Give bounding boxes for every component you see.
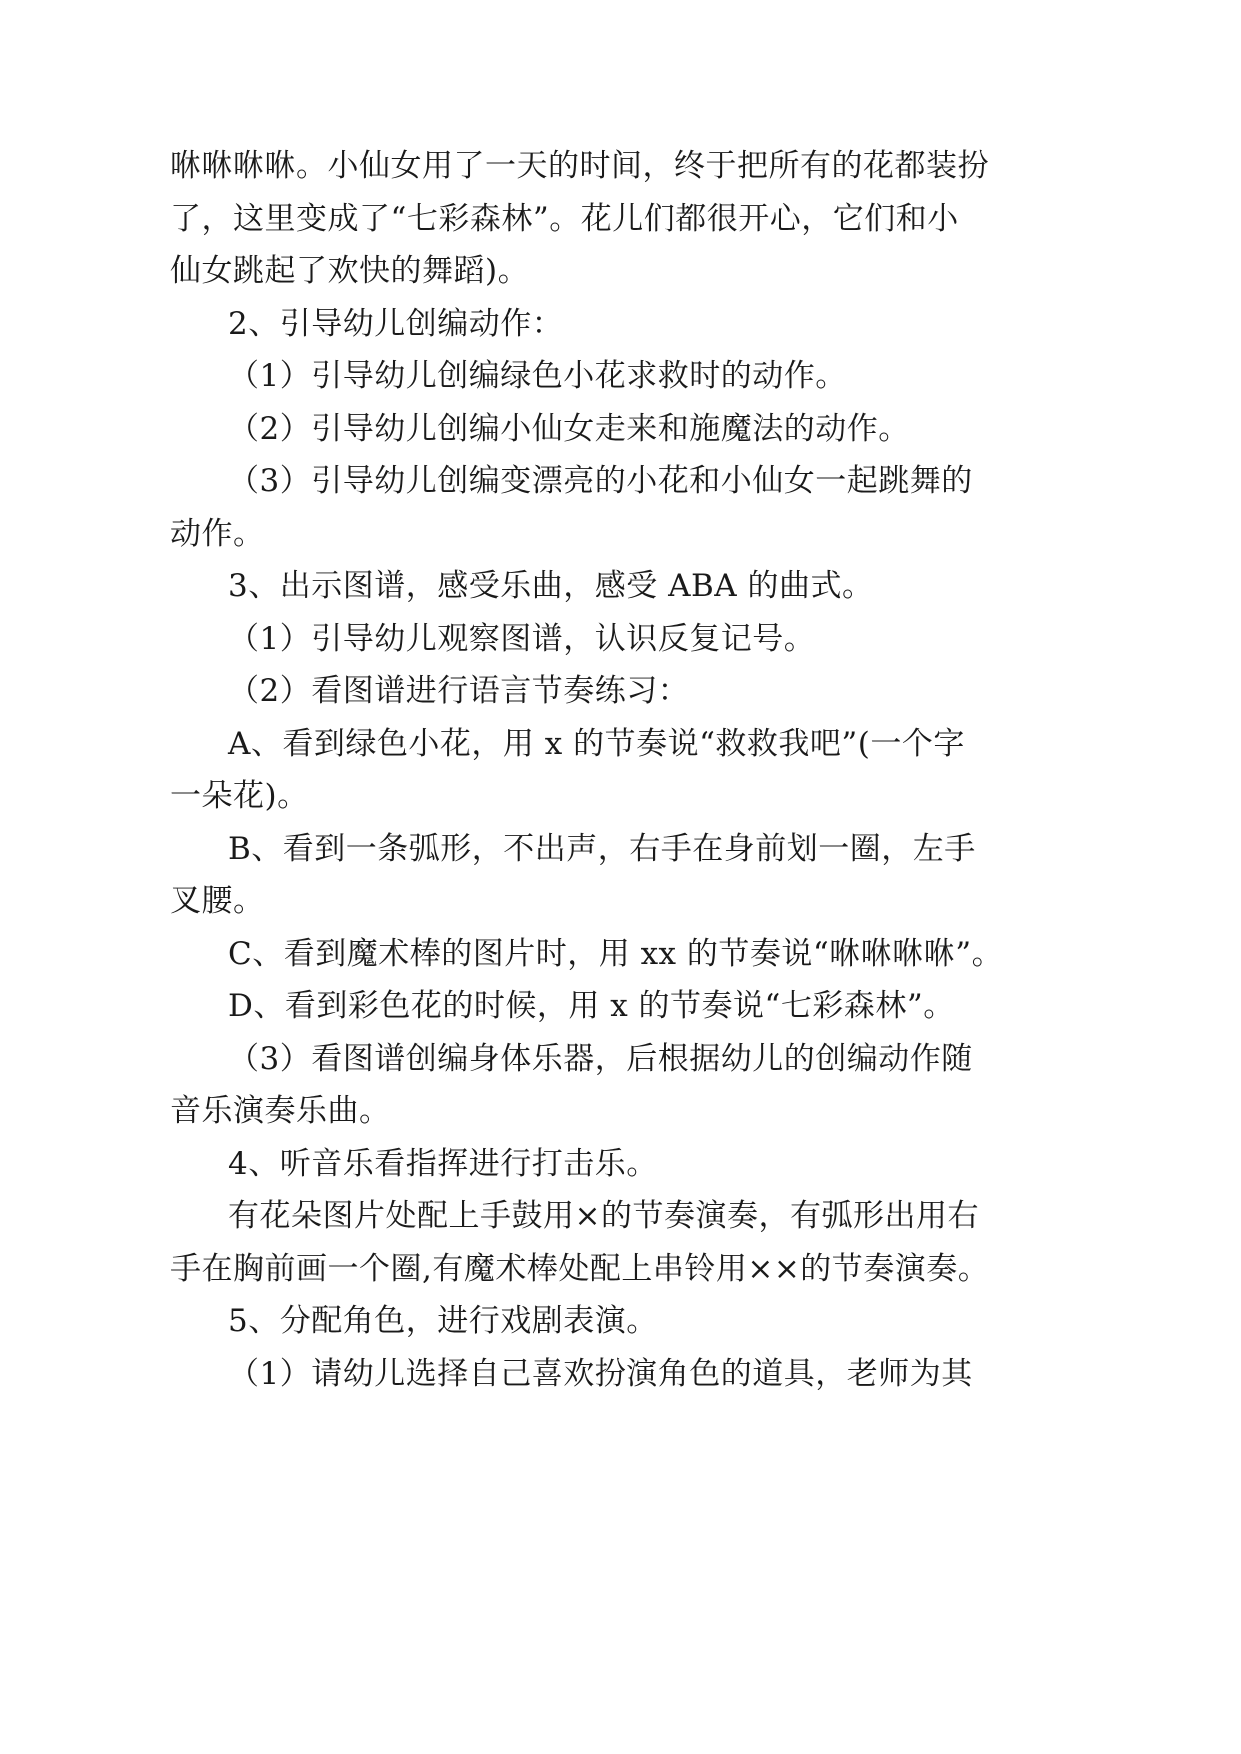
section-heading: 4、听音乐看指挥进行打击乐。 [228,1146,658,1182]
paragraph-line: 手在胸前画一个圈,有魔术棒处配上串铃用××的节奏演奏。 [170,1251,990,1287]
list-item: （3）看图谱创编身体乐器，后根据幼儿的创编动作随 [228,1041,973,1077]
section-heading: 3、出示图谱，感受乐曲，感受 ABA 的曲式。 [228,568,874,604]
list-item: （3）引导幼儿创编变漂亮的小花和小仙女一起跳舞的 [228,463,973,499]
paragraph-line: 音乐演奏乐曲。 [170,1093,391,1129]
list-item: B、看到一条弧形，不出声，右手在身前划一圈，左手 [228,831,976,867]
list-item: A、看到绿色小花，用 x 的节奏说“救救我吧”(一个字 [228,726,965,762]
list-item: （1）引导幼儿观察图谱，认识反复记号。 [228,621,816,657]
paragraph-line: 了，这里变成了“七彩森林”。花儿们都很开心，它们和小 [170,201,959,237]
list-item: （2）引导幼儿创编小仙女走来和施魔法的动作。 [228,411,910,447]
list-item: （2）看图谱进行语言节奏练习： [228,673,690,709]
paragraph-line: 有花朵图片处配上手鼓用×的节奏演奏，有弧形出用右 [228,1198,979,1234]
paragraph-line: 一朵花)。 [170,778,309,814]
section-heading: 5、分配角色，进行戏剧表演。 [228,1303,658,1339]
list-item: D、看到彩色花的时候，用 x 的节奏说“七彩森林”。 [228,988,955,1024]
list-item: （1）请幼儿选择自己喜欢扮演角色的道具，老师为其 [228,1356,973,1392]
list-item: C、看到魔术棒的图片时，用 xx 的节奏说“咻咻咻咻”。 [228,936,1004,972]
paragraph-line: 仙女跳起了欢快的舞蹈)。 [170,253,530,289]
section-heading: 2、引导幼儿创编动作： [228,306,564,342]
paragraph-line: 咻咻咻咻。小仙女用了一天的时间，终于把所有的花都装扮 [170,148,989,184]
paragraph-line: 叉腰。 [170,883,265,919]
list-item: （1）引导幼儿创编绿色小花求救时的动作。 [228,358,847,394]
paragraph-line: 动作。 [170,516,265,552]
